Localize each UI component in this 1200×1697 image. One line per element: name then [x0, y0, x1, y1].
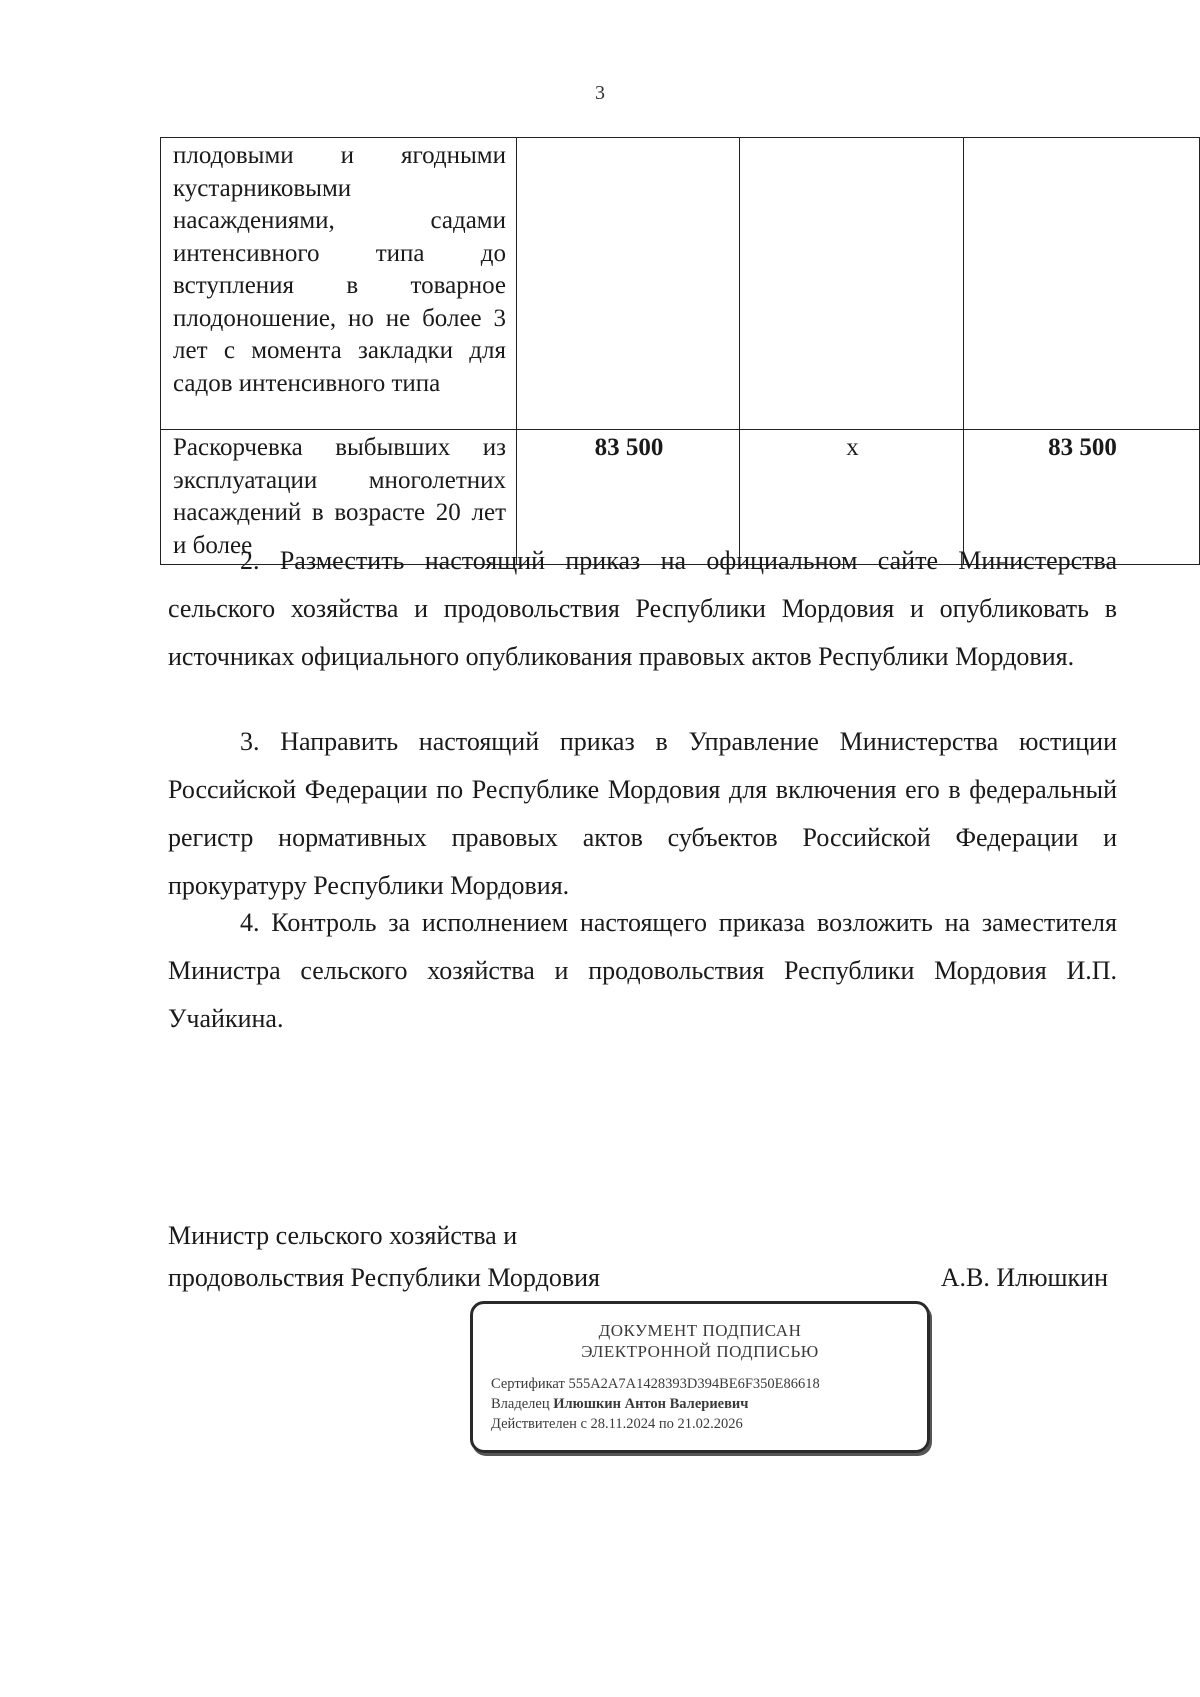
stamp-owner	[491, 1394, 909, 1414]
stamp-validity	[491, 1414, 909, 1434]
table-cell	[740, 138, 964, 430]
page-number: 3	[595, 82, 605, 104]
stamp-valid-from: 28.11.2024	[590, 1416, 656, 1432]
stamp-valid-to: 21.02.2026	[677, 1416, 743, 1432]
paragraph-3: 3. Направить настоящий приказ в Управление Министерства юстиции Российской Федерации по Республике Мордовия для включения его в федеральный регистр нормативных правовых актов субъектов Российской Федерации и прокуратуру Республики Мордовия.	[168, 727, 1117, 900]
table-cell	[964, 138, 1200, 430]
stamp-valid-from-word: с	[580, 1416, 587, 1432]
paragraph-4: 4. Контроль за исполнением настоящего приказа возложить на заместителя Министра сельского хозяйства и продовольствия Республики Мордовия И.П. Учайкина.	[168, 908, 1117, 1033]
table-cell-amount: 83 500	[517, 430, 740, 565]
stamp-valid-label: Действителен	[491, 1416, 577, 1432]
stamp-details	[491, 1374, 909, 1434]
stamp-owner-value: Илюшкин Антон Валериевич	[553, 1396, 749, 1412]
stamp-owner-label: Владелец	[491, 1396, 550, 1412]
table-cell-amount: 83 500	[964, 430, 1200, 565]
table-cell-mark: х	[740, 430, 964, 565]
stamp-title-line: ДОКУМЕНТ ПОДПИСАН	[598, 1321, 802, 1340]
signatory-position	[168, 1215, 600, 1299]
table-cell-description: плодовыми и ягодными кустарниковыми насаждениями, садами интенсивного типа до вступления в товарное плодоношение, но не более 3 лет с момента закладки для садов интенсивного типа	[161, 138, 517, 430]
signatory-position-line: продовольствия Республики Мордовия	[168, 1263, 600, 1292]
signatory-name: А.В. Илюшкин	[940, 1263, 1108, 1292]
table-cell	[517, 138, 740, 430]
stamp-certificate-label: Сертификат	[491, 1376, 565, 1392]
electronic-signature-stamp	[470, 1301, 930, 1453]
stamp-title	[491, 1320, 909, 1362]
stamp-title-line: ЭЛЕКТРОННОЙ ПОДПИСЬЮ	[581, 1342, 819, 1361]
paragraph-2: 2. Разместить настоящий приказ на официальном сайте Министерства сельского хозяйства и продовольствия Республики Мордовия и опубликовать в источниках официального опубликования правовых актов Республики Мордовия.	[168, 546, 1117, 671]
subsidy-rates-table	[160, 137, 1200, 565]
stamp-certificate-value: 555A2A7A1428393D394BE6F350E86618	[568, 1376, 820, 1392]
stamp-valid-to-word: по	[658, 1416, 674, 1432]
table-cell-description: Раскорчевка выбывших из эксплуатации многолетних насаждений в возрасте 20 лет и более	[161, 430, 517, 565]
table-row	[161, 138, 1200, 430]
stamp-certificate	[491, 1374, 909, 1394]
signatory-position-line: Министр сельского хозяйства и	[168, 1221, 518, 1250]
